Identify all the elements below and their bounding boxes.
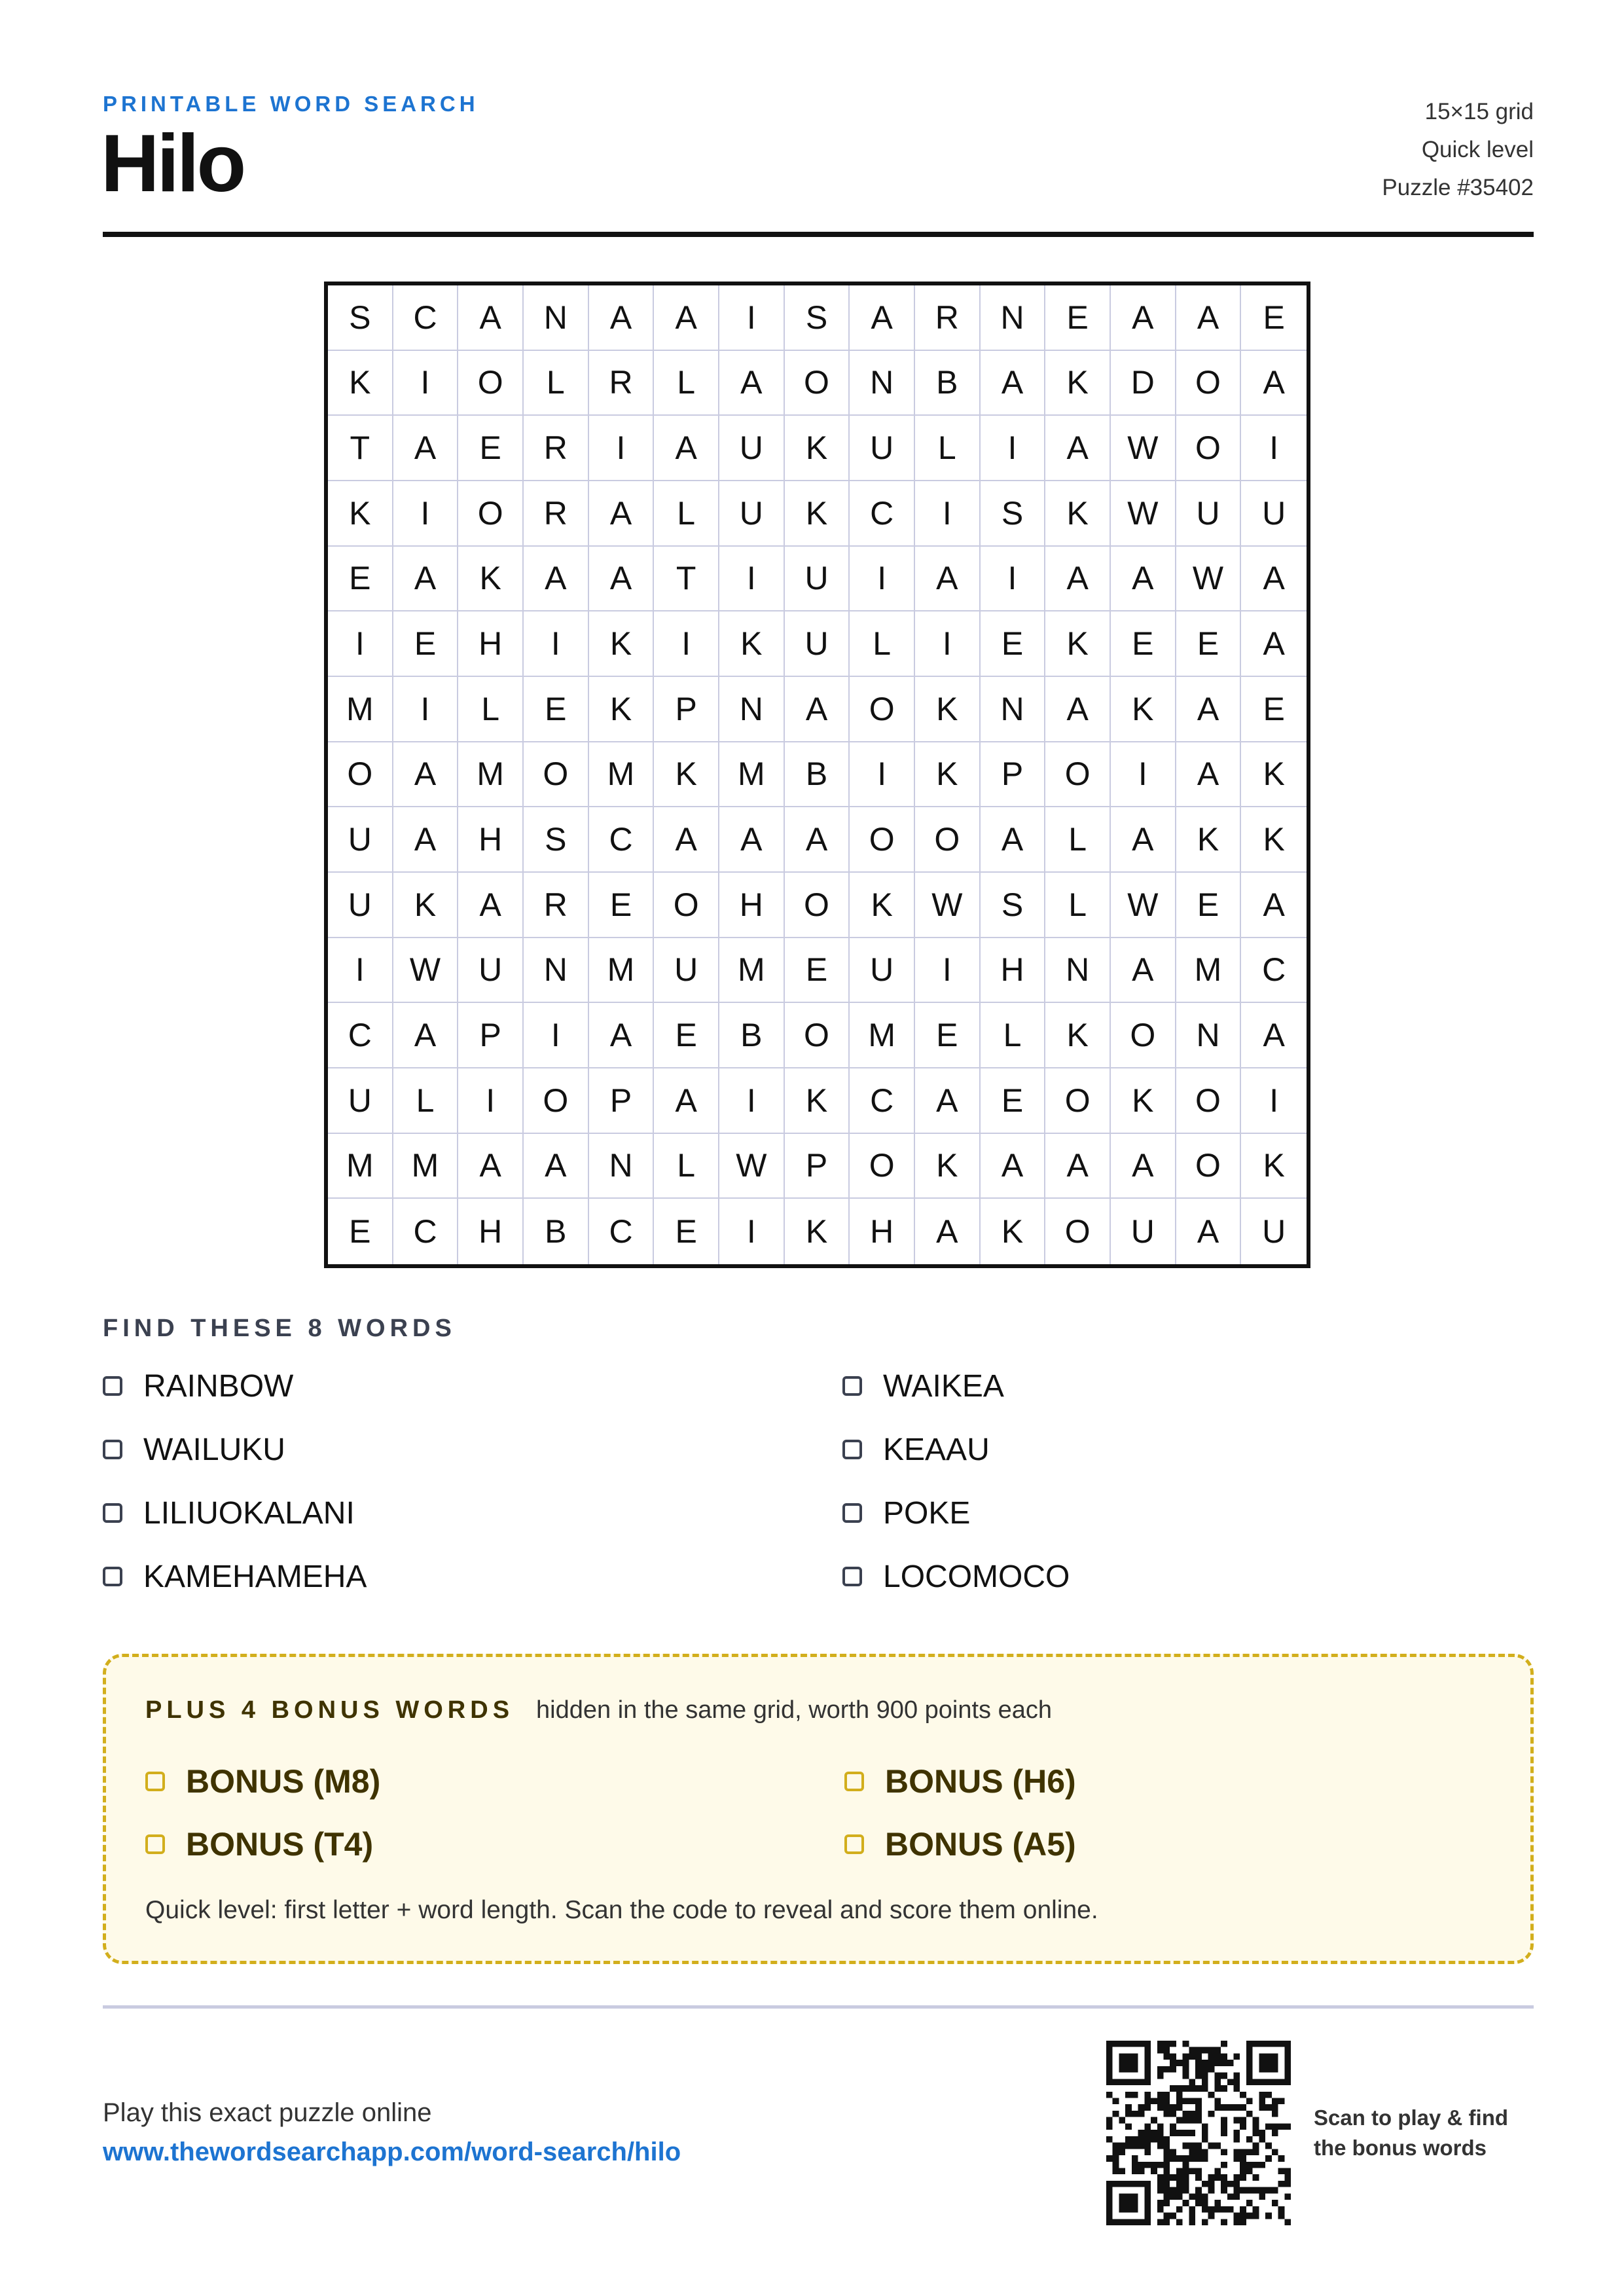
- grid-cell[interactable]: A: [915, 547, 981, 612]
- grid-cell[interactable]: I: [719, 1199, 785, 1264]
- grid-cell[interactable]: K: [850, 873, 915, 938]
- grid-cell[interactable]: C: [328, 1003, 393, 1068]
- grid-cell[interactable]: A: [1241, 611, 1307, 677]
- grid-cell[interactable]: I: [328, 611, 393, 677]
- grid-cell[interactable]: S: [981, 481, 1046, 547]
- checkbox-icon[interactable]: [103, 1440, 122, 1459]
- grid-cell[interactable]: I: [589, 416, 655, 481]
- grid-cell[interactable]: U: [785, 611, 850, 677]
- grid-cell[interactable]: O: [1111, 1003, 1176, 1068]
- word-label: WAIKEA: [883, 1368, 1004, 1404]
- grid-cell[interactable]: T: [654, 547, 719, 612]
- grid-cell[interactable]: A: [1045, 1134, 1111, 1199]
- grid-cell[interactable]: I: [981, 547, 1046, 612]
- word-item[interactable]: [103, 1366, 293, 1406]
- grid-cell[interactable]: N: [589, 1134, 655, 1199]
- grid-cell[interactable]: P: [458, 1003, 524, 1068]
- grid-cell[interactable]: L: [1045, 807, 1111, 873]
- bonus-item[interactable]: [844, 1825, 1076, 1864]
- grid-cell[interactable]: I: [524, 611, 589, 677]
- grid-cell[interactable]: M: [589, 938, 655, 1004]
- grid-cell[interactable]: I: [719, 285, 785, 351]
- grid-cell[interactable]: L: [915, 416, 981, 481]
- grid-cell[interactable]: R: [915, 285, 981, 351]
- grid-cell[interactable]: H: [458, 1199, 524, 1264]
- grid-cell[interactable]: I: [1241, 416, 1307, 481]
- grid-cell[interactable]: K: [981, 1199, 1046, 1264]
- grid-cell[interactable]: A: [1111, 938, 1176, 1004]
- word-item[interactable]: [103, 1430, 285, 1469]
- grid-cell[interactable]: O: [1176, 416, 1242, 481]
- grid-cell[interactable]: N: [719, 677, 785, 742]
- bonus-item[interactable]: [145, 1762, 380, 1801]
- grid-cell[interactable]: C: [589, 807, 655, 873]
- grid-cell[interactable]: A: [1176, 677, 1242, 742]
- puzzle-id-label: Puzzle #35402: [1382, 175, 1534, 200]
- grid-cell[interactable]: O: [850, 1134, 915, 1199]
- grid-cell[interactable]: K: [1111, 677, 1176, 742]
- grid-cell[interactable]: O: [524, 1068, 589, 1134]
- grid-cell[interactable]: O: [1176, 351, 1242, 416]
- grid-cell[interactable]: A: [458, 1134, 524, 1199]
- header-divider: [103, 232, 1534, 237]
- bonus-item[interactable]: [145, 1825, 373, 1864]
- grid-cell[interactable]: D: [1111, 351, 1176, 416]
- grid-cell[interactable]: M: [393, 1134, 459, 1199]
- grid-cell[interactable]: L: [654, 481, 719, 547]
- word-label: KAMEHAMEHA: [143, 1559, 367, 1594]
- grid-cell[interactable]: U: [785, 547, 850, 612]
- grid-cell[interactable]: K: [785, 481, 850, 547]
- grid-cell[interactable]: I: [654, 611, 719, 677]
- grid-cell[interactable]: M: [328, 677, 393, 742]
- scan-caption: [1314, 2103, 1508, 2163]
- grid-cell[interactable]: W: [719, 1134, 785, 1199]
- grid-cell[interactable]: C: [850, 1068, 915, 1134]
- grid-cell[interactable]: K: [1241, 742, 1307, 808]
- grid-cell[interactable]: I: [850, 742, 915, 808]
- grid-cell[interactable]: M: [328, 1134, 393, 1199]
- grid-cell[interactable]: O: [785, 351, 850, 416]
- grid-cell[interactable]: E: [981, 611, 1046, 677]
- grid-cell[interactable]: A: [1045, 677, 1111, 742]
- grid-cell[interactable]: O: [458, 481, 524, 547]
- grid-cell[interactable]: B: [719, 1003, 785, 1068]
- grid-cell[interactable]: E: [981, 1068, 1046, 1134]
- grid-cell[interactable]: L: [458, 677, 524, 742]
- grid-cell[interactable]: O: [915, 807, 981, 873]
- grid-cell[interactable]: K: [328, 481, 393, 547]
- grid-cell[interactable]: I: [393, 677, 459, 742]
- bonus-note: Quick level: first letter + word length. Scan the code to reveal and score them online.: [145, 1896, 1098, 1924]
- grid-cell[interactable]: A: [589, 1003, 655, 1068]
- grid-cell[interactable]: I: [915, 938, 981, 1004]
- grid-cell[interactable]: N: [981, 285, 1046, 351]
- grid-cell[interactable]: W: [1111, 873, 1176, 938]
- grid-cell[interactable]: K: [393, 873, 459, 938]
- puzzle-url-link[interactable]: www.thewordsearchapp.com/word-search/hilo: [103, 2138, 681, 2166]
- grid-cell[interactable]: I: [1241, 1068, 1307, 1134]
- grid-cell[interactable]: A: [393, 416, 459, 481]
- grid-cell[interactable]: M: [719, 742, 785, 808]
- page-title: Hilo: [101, 118, 244, 209]
- grid-cell[interactable]: A: [719, 807, 785, 873]
- word-item[interactable]: [842, 1557, 1070, 1596]
- grid-cell[interactable]: H: [458, 807, 524, 873]
- grid-cell[interactable]: H: [981, 938, 1046, 1004]
- grid-cell[interactable]: A: [1176, 285, 1242, 351]
- grid-cell[interactable]: A: [393, 547, 459, 612]
- grid-cell[interactable]: B: [524, 1199, 589, 1264]
- grid-cell[interactable]: E: [1045, 285, 1111, 351]
- checkbox-icon[interactable]: [145, 1772, 165, 1791]
- grid-cell[interactable]: B: [915, 351, 981, 416]
- grid-cell[interactable]: I: [1111, 742, 1176, 808]
- grid-cell[interactable]: I: [719, 547, 785, 612]
- grid-cell[interactable]: E: [589, 873, 655, 938]
- grid-cell[interactable]: I: [458, 1068, 524, 1134]
- word-label: LILIUOKALANI: [143, 1495, 355, 1531]
- grid-cell[interactable]: L: [850, 611, 915, 677]
- grid-cell[interactable]: P: [785, 1134, 850, 1199]
- grid-cell[interactable]: K: [1045, 611, 1111, 677]
- checkbox-icon[interactable]: [842, 1440, 862, 1459]
- grid-cell[interactable]: A: [1111, 807, 1176, 873]
- grid-cell[interactable]: I: [393, 351, 459, 416]
- grid-cell[interactable]: E: [654, 1199, 719, 1264]
- grid-cell[interactable]: E: [393, 611, 459, 677]
- checkbox-icon[interactable]: [103, 1567, 122, 1586]
- grid-cell[interactable]: K: [654, 742, 719, 808]
- grid-cell[interactable]: A: [1176, 1199, 1242, 1264]
- word-item[interactable]: [103, 1557, 367, 1596]
- grid-cell[interactable]: A: [1241, 1003, 1307, 1068]
- scan-caption-line: Scan to play & find: [1314, 2105, 1509, 2130]
- grid-cell[interactable]: U: [719, 416, 785, 481]
- grid-cell[interactable]: N: [850, 351, 915, 416]
- grid-cell[interactable]: A: [981, 351, 1046, 416]
- grid-cell[interactable]: E: [1241, 285, 1307, 351]
- grid-cell[interactable]: L: [654, 1134, 719, 1199]
- grid-cell[interactable]: R: [524, 481, 589, 547]
- scan-caption-line: the bonus words: [1314, 2136, 1487, 2160]
- grid-cell[interactable]: K: [1241, 807, 1307, 873]
- grid-cell[interactable]: N: [524, 285, 589, 351]
- grid-cell[interactable]: K: [328, 351, 393, 416]
- grid-cell[interactable]: O: [785, 1003, 850, 1068]
- grid-cell[interactable]: L: [524, 351, 589, 416]
- grid-cell[interactable]: H: [850, 1199, 915, 1264]
- grid-cell[interactable]: C: [589, 1199, 655, 1264]
- grid-cell[interactable]: K: [1241, 1134, 1307, 1199]
- grid-cell[interactable]: E: [458, 416, 524, 481]
- grid-cell[interactable]: A: [393, 742, 459, 808]
- checkbox-icon[interactable]: [844, 1772, 864, 1791]
- grid-cell[interactable]: E: [328, 1199, 393, 1264]
- grid-cell[interactable]: A: [850, 285, 915, 351]
- grid-cell[interactable]: U: [1241, 481, 1307, 547]
- grid-cell[interactable]: O: [1045, 1068, 1111, 1134]
- grid-cell[interactable]: W: [393, 938, 459, 1004]
- grid-cell[interactable]: K: [915, 742, 981, 808]
- grid-cell[interactable]: M: [850, 1003, 915, 1068]
- bonus-item-label: BONUS (A5): [885, 1826, 1076, 1863]
- bonus-title: PLUS 4 BONUS WORDS: [145, 1696, 514, 1724]
- grid-cell[interactable]: A: [524, 1134, 589, 1199]
- grid-cell[interactable]: I: [328, 938, 393, 1004]
- grid-cell[interactable]: H: [719, 873, 785, 938]
- grid-cell[interactable]: O: [850, 677, 915, 742]
- grid-cell[interactable]: O: [1045, 742, 1111, 808]
- bonus-header: [145, 1696, 1052, 1724]
- word-label: POKE: [883, 1495, 971, 1531]
- grid-cell[interactable]: I: [981, 416, 1046, 481]
- grid-cell[interactable]: K: [785, 1199, 850, 1264]
- grid-cell[interactable]: K: [1045, 1003, 1111, 1068]
- checkbox-icon[interactable]: [844, 1834, 864, 1854]
- grid-cell[interactable]: A: [785, 807, 850, 873]
- grid-cell[interactable]: K: [589, 611, 655, 677]
- word-item[interactable]: [842, 1430, 990, 1469]
- puzzle-meta: [1382, 93, 1534, 207]
- grid-cell[interactable]: U: [1262, 1213, 1286, 1250]
- grid-cell[interactable]: O: [1176, 1134, 1242, 1199]
- grid-cell[interactable]: K: [1045, 351, 1111, 416]
- grid-cell[interactable]: S: [524, 807, 589, 873]
- grid-cell[interactable]: A: [1111, 1134, 1176, 1199]
- grid-cell[interactable]: O: [654, 873, 719, 938]
- grid-cell[interactable]: A: [589, 547, 655, 612]
- grid-cell[interactable]: I: [850, 547, 915, 612]
- grid-cell[interactable]: R: [524, 416, 589, 481]
- grid-cell[interactable]: U: [1176, 481, 1242, 547]
- grid-cell[interactable]: K: [785, 1068, 850, 1134]
- checkbox-icon[interactable]: [103, 1376, 122, 1396]
- grid-cell[interactable]: K: [458, 547, 524, 612]
- level-label: Quick level: [1421, 137, 1534, 162]
- grid-cell[interactable]: O: [524, 742, 589, 808]
- grid-cell[interactable]: U: [850, 938, 915, 1004]
- word-item[interactable]: [842, 1366, 1004, 1406]
- grid-cell[interactable]: N: [524, 938, 589, 1004]
- grid-cell[interactable]: A: [458, 873, 524, 938]
- grid-cell[interactable]: L: [654, 351, 719, 416]
- grid-cell[interactable]: A: [589, 481, 655, 547]
- grid-cell[interactable]: N: [981, 677, 1046, 742]
- grid-cell[interactable]: A: [654, 807, 719, 873]
- grid-cell[interactable]: W: [1111, 481, 1176, 547]
- grid-cell[interactable]: N: [1045, 938, 1111, 1004]
- grid-cell[interactable]: A: [654, 416, 719, 481]
- grid-cell[interactable]: O: [458, 351, 524, 416]
- grid-cell[interactable]: U: [654, 938, 719, 1004]
- find-heading: FIND THESE 8 WORDS: [103, 1315, 456, 1342]
- grid-cell[interactable]: K: [1045, 481, 1111, 547]
- checkbox-icon[interactable]: [842, 1376, 862, 1396]
- qr-code-icon[interactable]: [1106, 2041, 1291, 2225]
- grid-cell[interactable]: A: [1045, 547, 1111, 612]
- grid-cell[interactable]: S: [328, 285, 393, 351]
- grid-cell[interactable]: A: [1241, 873, 1307, 938]
- grid-cell[interactable]: S: [981, 873, 1046, 938]
- word-label: RAINBOW: [143, 1368, 294, 1404]
- grid-cell[interactable]: R: [589, 351, 655, 416]
- word-label: WAILUKU: [143, 1432, 285, 1467]
- grid-cell[interactable]: A: [1176, 742, 1242, 808]
- grid-cell[interactable]: E: [654, 1003, 719, 1068]
- grid-cell[interactable]: W: [1111, 416, 1176, 481]
- grid-cell[interactable]: A: [524, 547, 589, 612]
- grid-cell[interactable]: E: [1176, 611, 1242, 677]
- grid-cell[interactable]: K: [1176, 807, 1242, 873]
- grid-cell[interactable]: P: [589, 1068, 655, 1134]
- grid-cell[interactable]: C: [393, 1199, 459, 1264]
- grid-cell[interactable]: I: [393, 481, 459, 547]
- grid-cell[interactable]: O: [785, 873, 850, 938]
- grid-cell[interactable]: K: [1111, 1068, 1176, 1134]
- grid-cell[interactable]: A: [981, 1134, 1046, 1199]
- grid-cell[interactable]: E: [785, 938, 850, 1004]
- grid-cell[interactable]: A: [458, 285, 524, 351]
- grid-cell[interactable]: R: [524, 873, 589, 938]
- grid-cell[interactable]: A: [1241, 351, 1307, 416]
- grid-cell[interactable]: P: [981, 742, 1046, 808]
- grid-cell[interactable]: B: [785, 742, 850, 808]
- grid-cell[interactable]: W: [1176, 547, 1242, 612]
- grid-cell[interactable]: C: [850, 481, 915, 547]
- grid-cell[interactable]: M: [719, 938, 785, 1004]
- grid-cell[interactable]: M: [1176, 938, 1242, 1004]
- grid-cell[interactable]: U: [1111, 1199, 1176, 1264]
- grid-cell[interactable]: A: [981, 807, 1046, 873]
- grid-cell[interactable]: O: [1176, 1068, 1242, 1134]
- grid-cell[interactable]: H: [458, 611, 524, 677]
- grid-cell[interactable]: A: [785, 677, 850, 742]
- grid-cell[interactable]: K: [589, 677, 655, 742]
- grid-cell[interactable]: U: [328, 807, 393, 873]
- bonus-panel: [103, 1654, 1534, 1964]
- grid-cell[interactable]: A: [915, 1199, 981, 1264]
- grid-cell[interactable]: A: [1045, 416, 1111, 481]
- grid-cell[interactable]: E: [915, 1003, 981, 1068]
- grid-cell[interactable]: L: [393, 1068, 459, 1134]
- grid-cell[interactable]: I: [719, 1068, 785, 1134]
- grid-cell[interactable]: I: [915, 481, 981, 547]
- footer-divider: [103, 2005, 1534, 2009]
- grid-cell[interactable]: C: [393, 285, 459, 351]
- letter-grid: [324, 282, 1310, 1268]
- grid-cell[interactable]: K: [785, 416, 850, 481]
- grid-cell[interactable]: M: [458, 742, 524, 808]
- grid-cell[interactable]: A: [393, 1003, 459, 1068]
- grid-cell[interactable]: E: [1176, 873, 1242, 938]
- grid-cell[interactable]: E: [1111, 611, 1176, 677]
- bonus-item[interactable]: [844, 1762, 1076, 1801]
- grid-cell[interactable]: C: [1241, 938, 1307, 1004]
- word-item[interactable]: [103, 1493, 355, 1533]
- grid-cell[interactable]: U: [458, 938, 524, 1004]
- checkbox-icon[interactable]: [103, 1503, 122, 1523]
- checkbox-icon[interactable]: [842, 1503, 862, 1523]
- bonus-item-label: BONUS (M8): [186, 1763, 381, 1800]
- bonus-subtitle: hidden in the same grid, worth 900 points each: [536, 1696, 1052, 1724]
- grid-cell[interactable]: W: [915, 873, 981, 938]
- grid-cell[interactable]: U: [328, 873, 393, 938]
- grid-cell[interactable]: A: [654, 1068, 719, 1134]
- checkbox-icon[interactable]: [842, 1567, 862, 1586]
- grid-cell[interactable]: S: [785, 285, 850, 351]
- grid-cell[interactable]: T: [328, 416, 393, 481]
- checkbox-icon[interactable]: [145, 1834, 165, 1854]
- word-item[interactable]: [842, 1493, 970, 1533]
- play-online-label: Play this exact puzzle online: [103, 2098, 432, 2127]
- grid-cell[interactable]: K: [915, 1134, 981, 1199]
- grid-cell[interactable]: P: [654, 677, 719, 742]
- grid-cell[interactable]: E: [328, 547, 393, 612]
- grid-cell[interactable]: E: [524, 677, 589, 742]
- grid-cell[interactable]: O: [1045, 1199, 1111, 1264]
- grid-cell[interactable]: A: [654, 285, 719, 351]
- grid-cell[interactable]: A: [1241, 547, 1307, 612]
- page-kicker: PRINTABLE WORD SEARCH: [103, 92, 479, 116]
- grid-cell[interactable]: M: [589, 742, 655, 808]
- grid-cell[interactable]: A: [589, 285, 655, 351]
- grid-cell[interactable]: A: [719, 351, 785, 416]
- grid-cell[interactable]: L: [1045, 873, 1111, 938]
- grid-cell[interactable]: I: [915, 611, 981, 677]
- grid-cell[interactable]: K: [719, 611, 785, 677]
- grid-cell[interactable]: U: [850, 416, 915, 481]
- grid-cell[interactable]: O: [850, 807, 915, 873]
- grid-cell[interactable]: K: [915, 677, 981, 742]
- grid-cell[interactable]: A: [1111, 285, 1176, 351]
- grid-cell[interactable]: A: [915, 1068, 981, 1134]
- grid-size-label: 15×15 grid: [1424, 99, 1534, 124]
- word-label: LOCOMOCO: [883, 1559, 1070, 1594]
- grid-cell[interactable]: A: [1111, 547, 1176, 612]
- grid-cell[interactable]: U: [719, 481, 785, 547]
- grid-cell[interactable]: U: [328, 1068, 393, 1134]
- grid-cell[interactable]: O: [328, 742, 393, 808]
- grid-cell[interactable]: A: [393, 807, 459, 873]
- grid-cell[interactable]: I: [524, 1003, 589, 1068]
- word-label: KEAAU: [883, 1432, 990, 1467]
- bonus-item-label: BONUS (H6): [885, 1763, 1076, 1800]
- grid-cell[interactable]: N: [1176, 1003, 1242, 1068]
- grid-cell[interactable]: E: [1241, 677, 1307, 742]
- grid-cell[interactable]: L: [981, 1003, 1046, 1068]
- bonus-item-label: BONUS (T4): [186, 1826, 374, 1863]
